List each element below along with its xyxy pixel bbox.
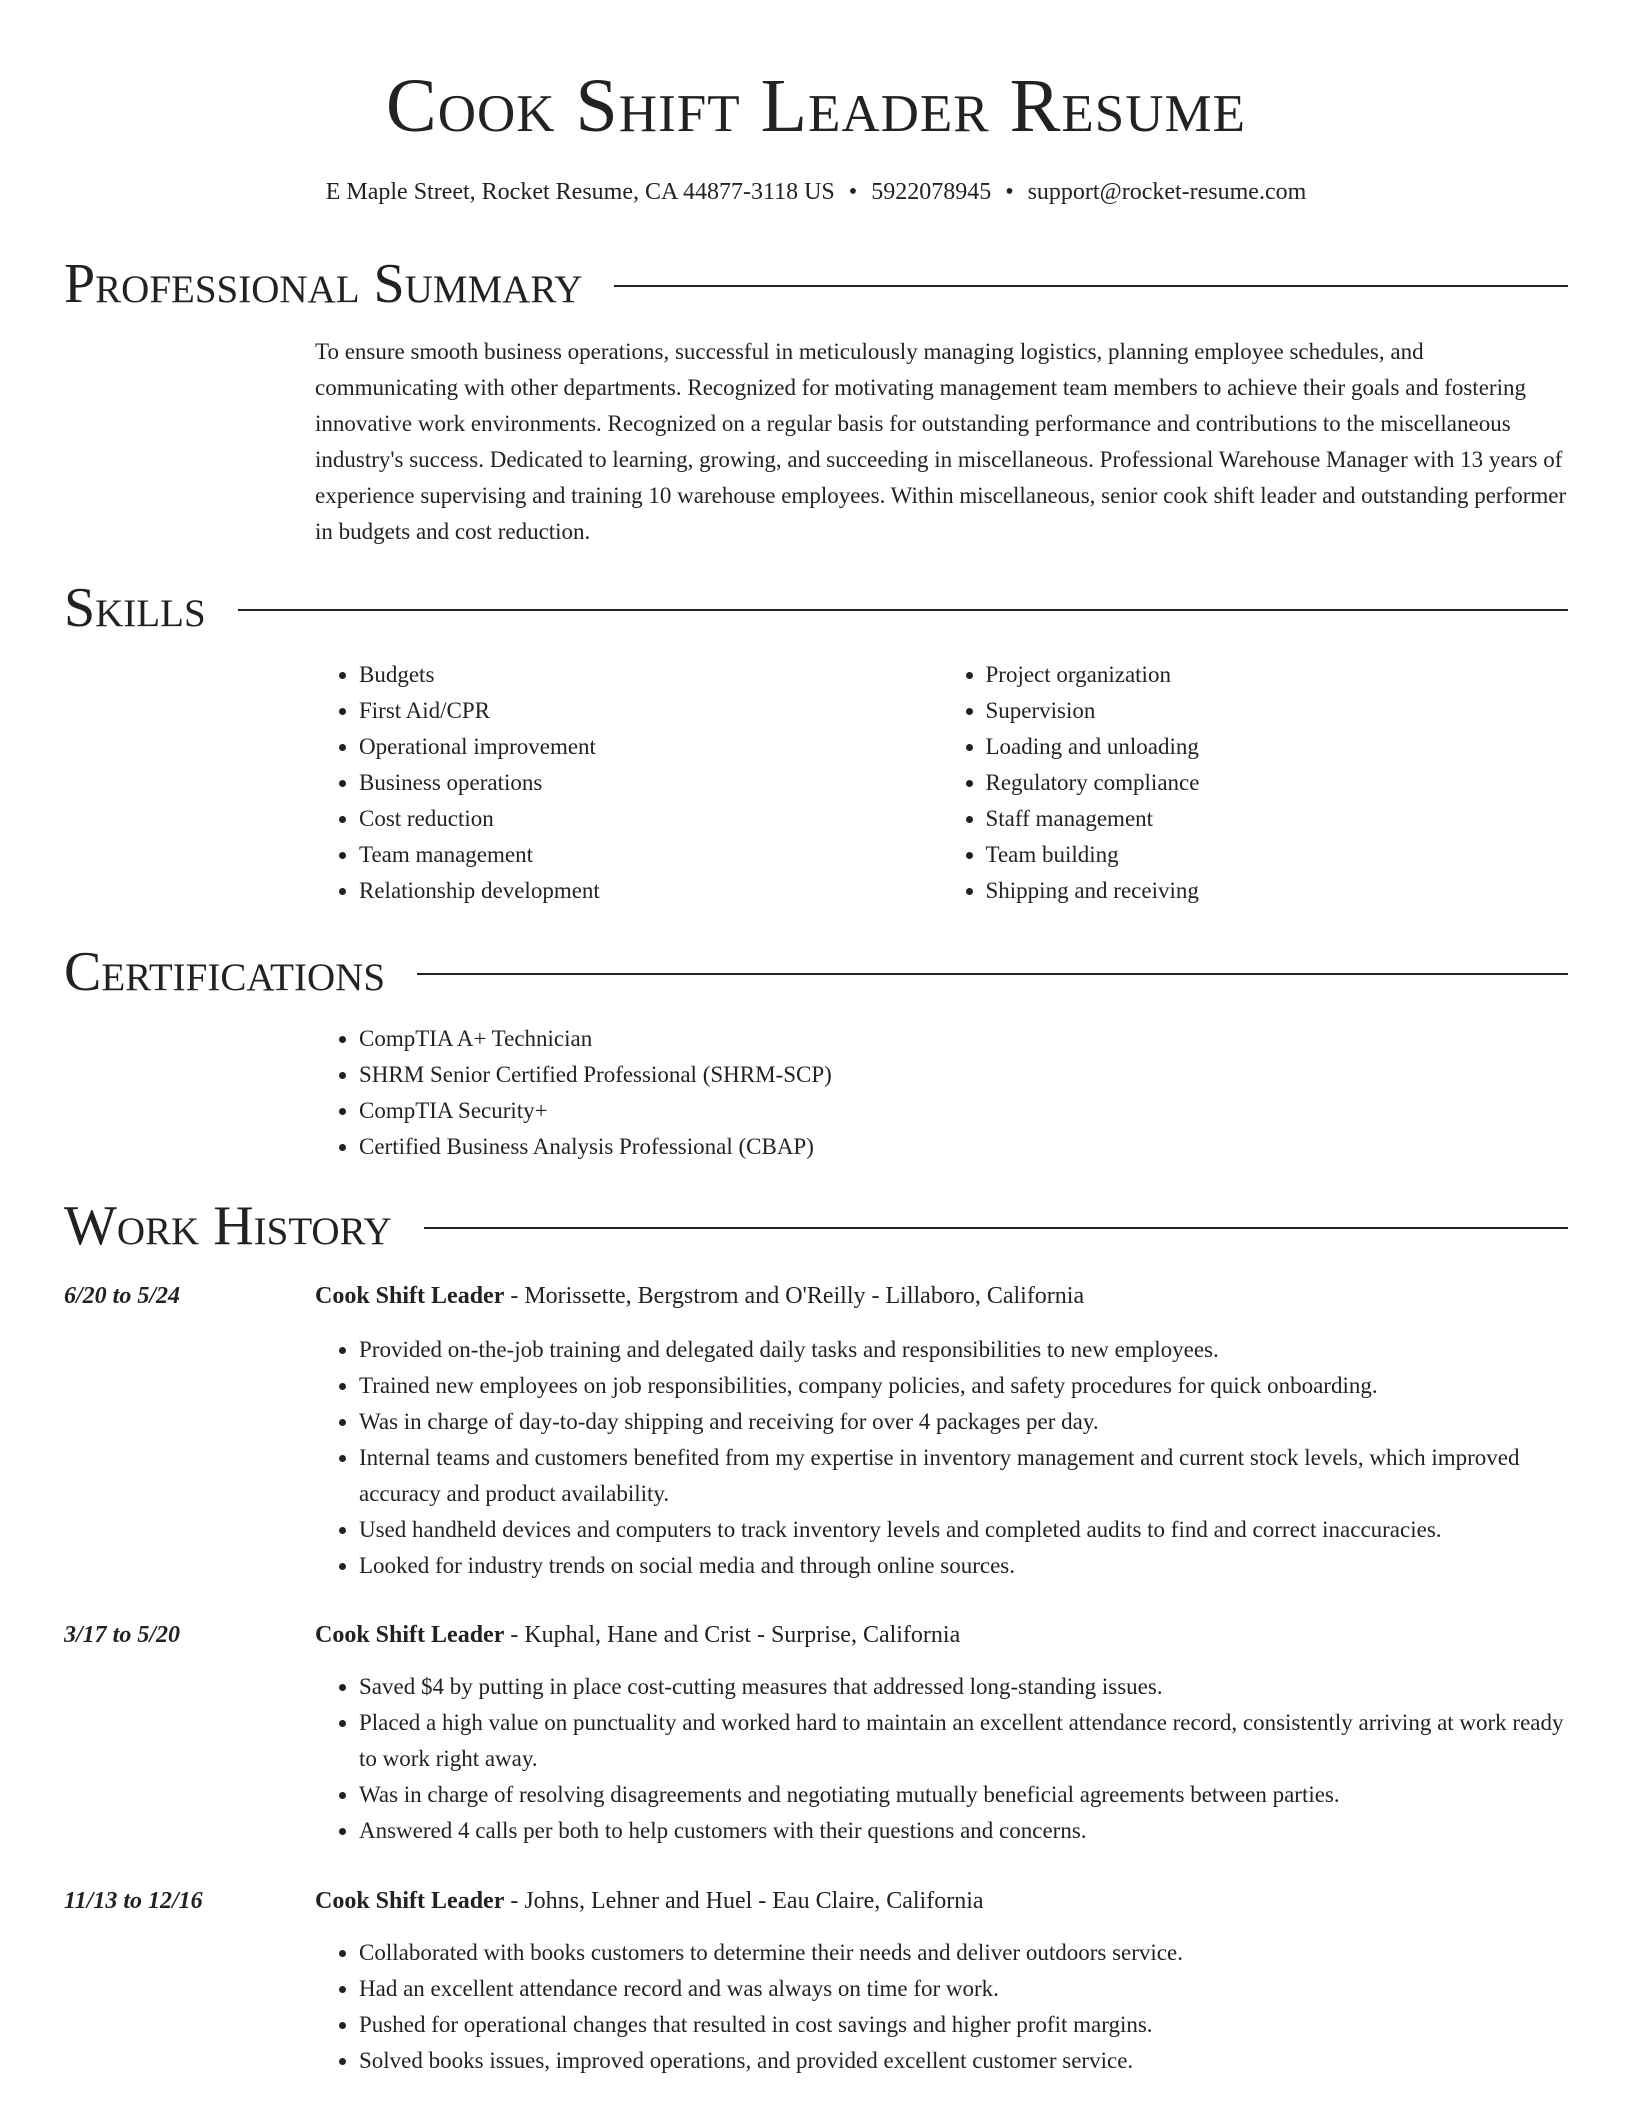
list-item: • Team management <box>359 837 942 873</box>
list-item: • Used handheld devices and computers to track inventory levels and completed audits to find and correct inaccuracies. <box>359 1512 1568 1548</box>
list-item: • CompTIA Security+ <box>359 1093 1568 1129</box>
list-item: • Placed a high value on punctuality and worked hard to maintain an excellent attendance record, consistently arriving at work ready to work right away. <box>359 1705 1568 1777</box>
list-item: • Relationship development <box>359 873 942 909</box>
list-item: • Staff management <box>986 801 1569 837</box>
list-item: • Shipping and receiving <box>986 873 1569 909</box>
list-item: • Trained new employees on job responsibilities, company policies, and safety procedures for quick onboarding. <box>359 1368 1568 1404</box>
job-title-line <box>315 1883 1568 1919</box>
summary-text: To ensure smooth business operations, successful in meticulously managing logistics, planning employee schedules, and communicating with other departments. Recognized for motivating management team members to achieve their goals and fostering innovative work environments. Recognized on a regular basis for outstanding performance and contributions to the miscellaneous industry's success. Dedicated to learning, growing, and succeeding in miscellaneous. Professional Warehouse Manager with 13 years of experience supervising and training 10 warehouse employees. Within miscellaneous, senior cook shift leader and outstanding performer in budgets and cost reduction. <box>315 339 1567 544</box>
job-role: Cook Shift Leader <box>315 1622 505 1648</box>
job-company: - Morissette, Bergstrom and O'Reilly - Lillaboro, California <box>504 1283 1085 1309</box>
work-heading: Work History <box>64 1195 392 1257</box>
list-item: • Certified Business Analysis Professional (CBAP) <box>359 1129 1568 1165</box>
list-item: • Provided on-the-job training and delegated daily tasks and responsibilities to new employees. <box>359 1332 1568 1368</box>
list-item: • Had an excellent attendance record and was always on time for work. <box>359 1971 1568 2007</box>
list-item: • Supervision <box>986 693 1569 729</box>
skills-heading: Skills <box>64 577 206 639</box>
resume-title: Cook Shift Leader Resume <box>386 64 1246 148</box>
section-rule <box>614 285 1568 287</box>
list-item: • Project organization <box>986 657 1569 693</box>
section-rule <box>238 609 1568 611</box>
list-item: • Solved books issues, improved operations, and provided excellent customer service. <box>359 2043 1568 2079</box>
list-item: • Operational improvement <box>359 729 942 765</box>
list-item: • SHRM Senior Certified Professional (SHRM-SCP) <box>359 1057 1568 1093</box>
contact-line <box>64 174 1568 210</box>
job-bullets <box>315 1935 1568 2079</box>
job-company: - Kuphal, Hane and Crist - Surprise, California <box>504 1622 961 1648</box>
list-item: • Business operations <box>359 765 942 801</box>
list-item: • Was in charge of day-to-day shipping and receiving for over 4 packages per day. <box>359 1404 1568 1440</box>
list-item: • First Aid/CPR <box>359 693 942 729</box>
section-rule <box>417 973 1568 975</box>
list-item: • Regulatory compliance <box>986 765 1569 801</box>
job-title-line <box>315 1617 1568 1653</box>
skills-list <box>315 657 1568 909</box>
list-item: • Looked for industry trends on social media and through online sources. <box>359 1548 1568 1584</box>
list-item: • Internal teams and customers benefited from my expertise in inventory management and current stock levels, which improved accuracy and product availability. <box>359 1440 1568 1512</box>
job-dates: 6/20 to 5/24 <box>64 1283 181 1309</box>
job-bullets <box>315 1669 1568 1849</box>
list-item: • Team building <box>986 837 1569 873</box>
certifications-list <box>315 1021 1568 1165</box>
certifications-heading: Certifications <box>64 941 386 1003</box>
work-section-header <box>64 1194 1568 1258</box>
list-item: • Loading and unloading <box>986 729 1569 765</box>
summary-section-header <box>64 252 1568 316</box>
job-title-line <box>315 1278 1568 1314</box>
list-item: • Answered 4 calls per both to help customers with their questions and concerns. <box>359 1813 1568 1849</box>
email: support@rocket-resume.com <box>1027 179 1307 205</box>
address: E Maple Street, Rocket Resume, CA 44877-3118 US <box>325 179 835 205</box>
skills-section-header <box>64 576 1568 640</box>
section-rule <box>424 1227 1568 1229</box>
list-item: • Pushed for operational changes that resulted in cost savings and higher profit margins. <box>359 2007 1568 2043</box>
skills-right-column <box>942 657 1569 909</box>
job-role: Cook Shift Leader <box>315 1888 505 1914</box>
list-item: • Budgets <box>359 657 942 693</box>
skills-left-column <box>315 657 942 909</box>
list-item: • Cost reduction <box>359 801 942 837</box>
job-dates: 11/13 to 12/16 <box>64 1888 203 1914</box>
summary-heading: Professional Summary <box>64 253 583 315</box>
separator-dot: • <box>848 179 858 205</box>
job-bullets <box>315 1332 1568 1584</box>
certifications-section-header <box>64 940 1568 1004</box>
phone: 5922078945 <box>871 179 992 205</box>
summary-body <box>315 334 1568 550</box>
list-item: • Was in charge of resolving disagreements and negotiating mutually beneficial agreements between parties. <box>359 1777 1568 1813</box>
job-role: Cook Shift Leader <box>315 1283 505 1309</box>
job-dates: 3/17 to 5/20 <box>64 1622 181 1648</box>
list-item: • CompTIA A+ Technician <box>359 1021 1568 1057</box>
separator-dot: • <box>1005 179 1014 205</box>
list-item: • Saved $4 by putting in place cost-cutting measures that addressed long-standing issues. <box>359 1669 1568 1705</box>
list-item: • Collaborated with books customers to determine their needs and deliver outdoors service. <box>359 1935 1568 1971</box>
job-company: - Johns, Lehner and Huel - Eau Claire, California <box>504 1888 984 1914</box>
